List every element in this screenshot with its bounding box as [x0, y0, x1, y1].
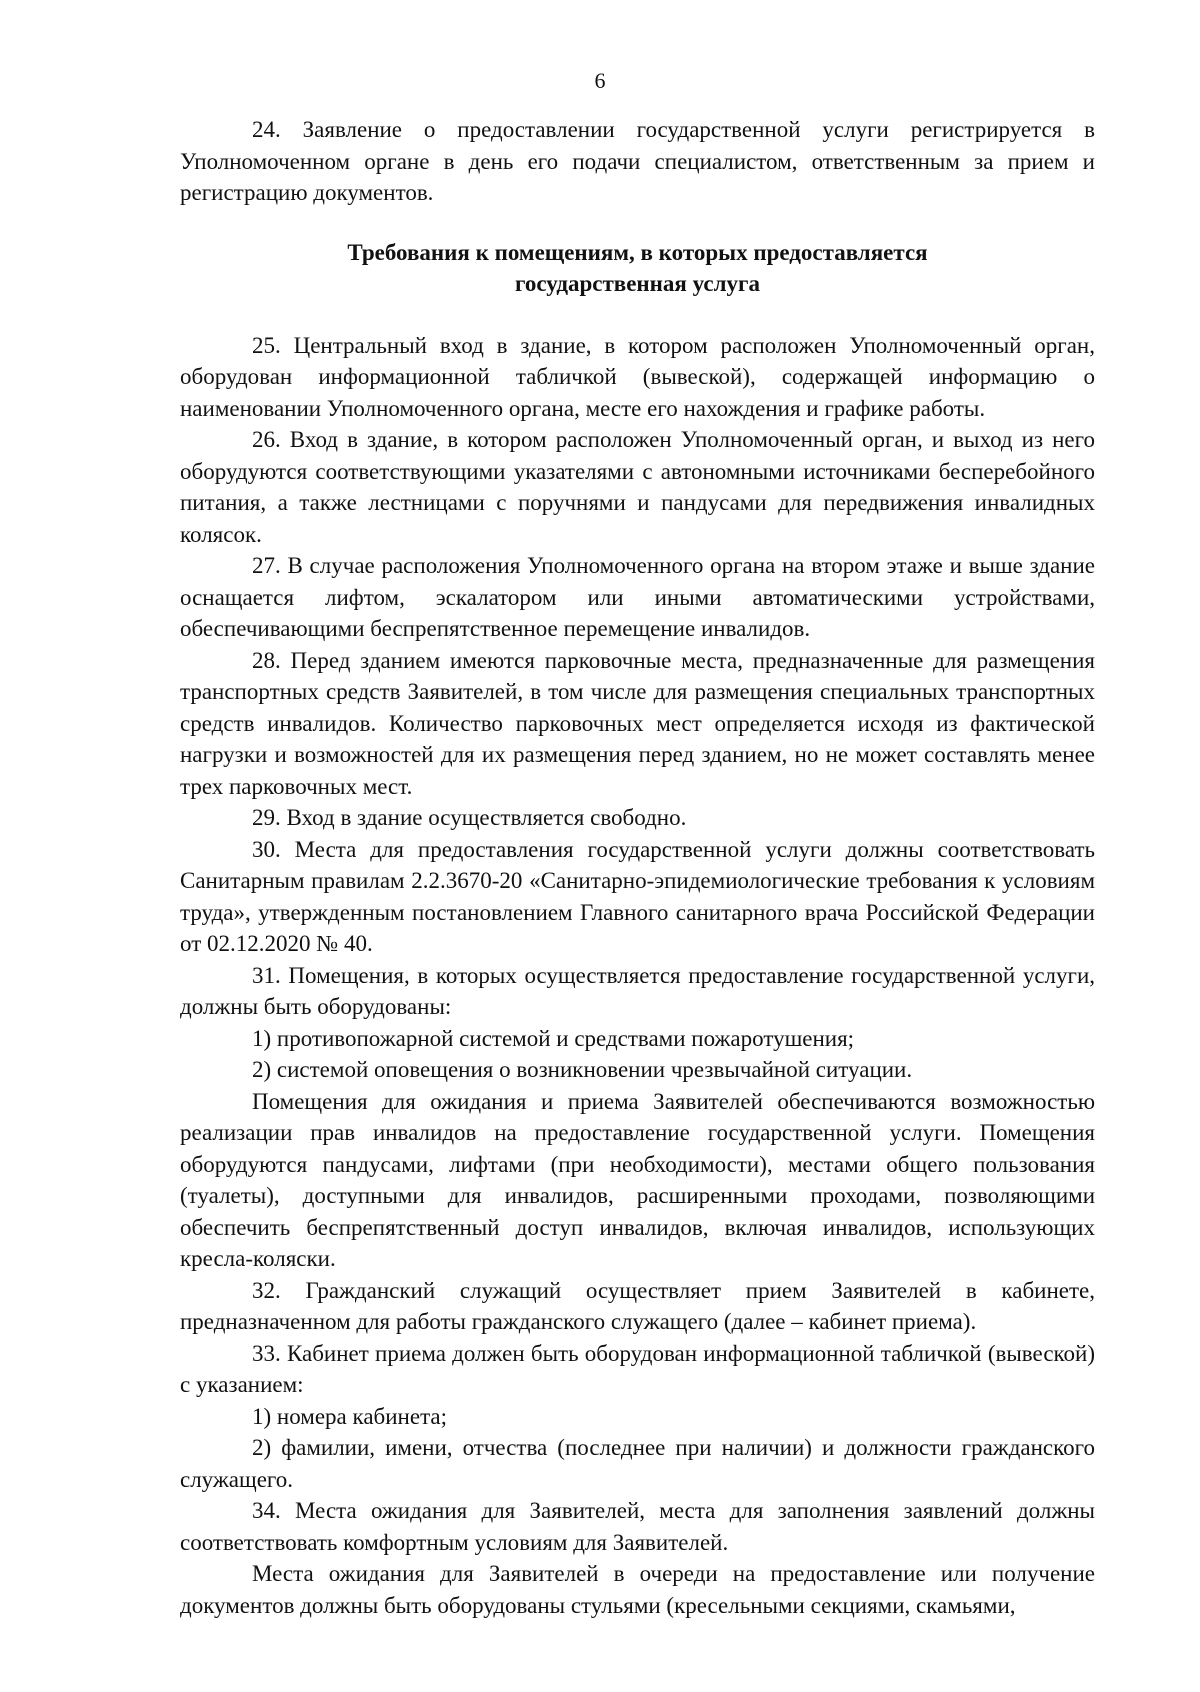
list-item-31-2: 2) системой оповещения о возникновении чрезвычайной ситуации.	[252, 1057, 913, 1082]
paragraph-28: 28. Перед зданием имеются парковочные места, предназначенные для размещения транспортных средств Заявителей, в том числе для размещения специальных транспортных средств инвалидов. Количество парковочных мест определяется исходя из фактической нагрузки и возможностей для их размещения перед зданием, но не может составлять менее трех парковочных мест.	[180, 647, 1095, 799]
paragraph-waiting-rooms: Помещения для ожидания и приема Заявителей обеспечиваются возможностью реализации прав инвалидов на предоставление государственной услуги. Помещения оборудуются пандусами, лифтами (при необходимости), местами общего пользования (туалеты), доступными для инвалидов, расширенными проходами, позволяющими обеспечить беспрепятственный доступ инвалидов, включая инвалидов, использующих кресла-коляски.	[180, 1088, 1095, 1271]
section-heading-line-2: государственная услуга	[515, 271, 760, 296]
paragraph-24: 24. Заявление о предоставлении государственной услуги регистрируется в Уполномоченном органе в день его подачи специалистом, ответственным за прием и регистрацию документов.	[180, 117, 1095, 205]
paragraph-27: 27. В случае расположения Уполномоченного органа на втором этаже и выше здание оснащается лифтом, эскалатором или иными автоматическими устройствами, обеспечивающими беспрепятственное перемещение инвалидов.	[180, 553, 1095, 641]
paragraph-34: 34. Места ожидания для Заявителей, места для заполнения заявлений должны соответствовать комфортным условиям для Заявителей.	[180, 1498, 1095, 1555]
section-heading	[180, 237, 1095, 300]
paragraph-31: 31. Помещения, в которых осуществляется предоставление государственной услуги, должны быть оборудованы:	[180, 962, 1095, 1019]
section-heading-line-1: Требования к помещениям, в которых предоставляется	[347, 239, 928, 265]
paragraph-30: 30. Места для предоставления государственной услуги должны соответствовать Санитарным правилам 2.2.3670-20 «Санитарно-эпидемиологические требования к условиям труда», утвержденным постановлением Главного санитарного врача Российской Федерации от 02.12.2020 № 40.	[180, 836, 1095, 956]
paragraph-25: 25. Центральный вход в здание, в котором расположен Уполномоченный орган, оборудован информационной табличкой (вывеской), содержащей информацию о наименовании Уполномоченного органа, месте его нахождения и графике работы.	[180, 332, 1095, 421]
list-item-33-1: 1) номера кабинета;	[252, 1403, 447, 1429]
page-number: 6	[594, 68, 606, 93]
paragraph-29: 29. Вход в здание осуществляется свободно.	[252, 805, 687, 830]
list-item-31-1: 1) противопожарной системой и средствами пожаротушения;	[252, 1025, 855, 1051]
paragraph-33: 33. Кабинет приема должен быть оборудован информационной табличкой (вывеской) с указанием:	[180, 1340, 1095, 1397]
list-item-33-2: 2) фамилии, имени, отчества (последнее при наличии) и должности гражданского служащего.	[180, 1435, 1095, 1492]
paragraph-32: 32. Гражданский служащий осуществляет прием Заявителей в кабинете, предназначенном для работы гражданского служащего (далее – кабинет приема).	[180, 1277, 1095, 1334]
paragraph-26: 26. Вход в здание, в котором расположен Уполномоченный орган, и выход из него оборудуются соответствующими указателями с автономными источниками бесперебойного питания, а также лестницами с поручнями и пандусами для передвижения инвалидных колясок.	[180, 427, 1095, 547]
document-body	[180, 114, 1095, 1621]
paragraph-waiting-places: Места ожидания для Заявителей в очереди на предоставление или получение документов должны быть оборудованы стульями (кресельными секциями, скамьями,	[180, 1561, 1095, 1618]
